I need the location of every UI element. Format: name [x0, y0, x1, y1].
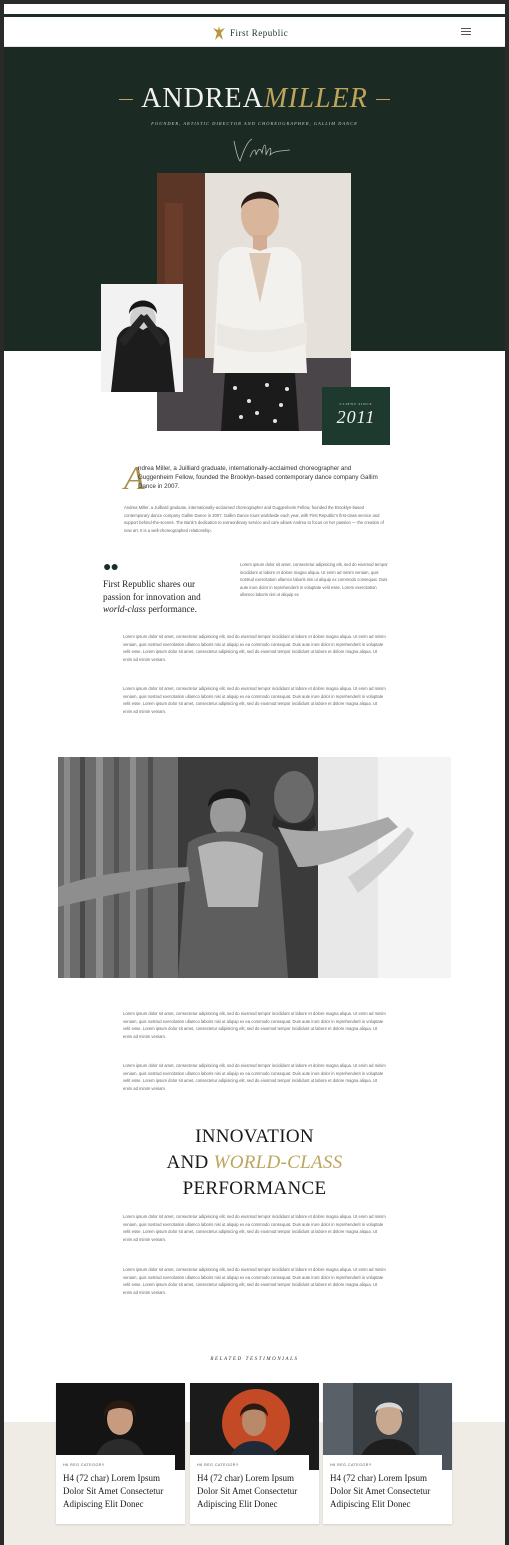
testimonial-card[interactable] [190, 1383, 319, 1524]
testimonial-card-body [323, 1455, 442, 1524]
related-testimonials-label: RELATED TESTIMONIALS [210, 1357, 299, 1362]
title-rule-left [119, 99, 133, 100]
pull-quote-emphasis: world-class [103, 604, 146, 614]
brand-name: First Republic [230, 28, 289, 38]
body-paragraph: Lorem ipsum dolor sit amet, consectetur adipisicing elit, sed do eiusmod tempor incididunt ut labore et dolore magna aliqua. Ut enim ad minim veniam, quis nostrud exercitation ullamco laboris nisi ut aliquip ex ea commodo consequat. Duis aute irure dolor in reprehenderit in voluptate velit esse. Lorem ipsum dolor sit amet, consectetur adipisicing elit, sed do eiusmod tempor incididunt ut labore et dolore magna aliqua. Ut enim ad minim veniam. [123, 1214, 386, 1242]
body-paragraph: Lorem ipsum dolor sit amet, consectetur adipisicing elit, sed do eiusmod tempor incididunt ut labore et dolore magna aliqua. Ut enim ad minim veniam, quis nostrud exercitation ullamco laboris nisi ut aliquip ex ea commodo consequat. Duis aute irure dolor in reprehenderit in voluptate velit esse. Lorem ipsum dolor sit amet, consectetur adipisicing elit, sed do eiusmod tempor incididunt ut labore et dolore magna aliqua. Ut enim ad minim veniam. [123, 686, 386, 714]
body-paragraph: Lorem ipsum dolor sit amet, consectetur adipisicing elit, sed do eiusmod tempor incididunt ut labore et dolore magna aliqua. Ut enim ad minim veniam, quis nostrud exercitation ullamco laboris nisi ut aliquip ex ea commodo consequat. Duis aute irure dolor in reprehenderit in voluptate velit esse. Lorem ipsum dolor sit amet, consectetur adipisicing elit, sed do eiusmod tempor incididunt ut labore et dolore magna aliqua. Ut enim ad minim veniam. [123, 1011, 386, 1039]
title-rule-right [376, 99, 390, 100]
feature-heading-line1: INNOVATION [195, 1126, 314, 1147]
drop-cap: A [124, 460, 145, 497]
testimonial-card-title[interactable]: H4 (72 char) Lorem Ipsum Dolor Sit Amet Consectetur Adipiscing Elit Donec [197, 1473, 298, 1509]
hero-first-name: ANDREA [141, 83, 264, 114]
body-paragraph: Lorem ipsum dolor sit amet, consectetur adipisicing elit, sed do eiusmod tempor incididunt ut labore et dolore magna aliqua. Ut enim ad minim veniam, quis nostrud exercitation ullamco laboris nisi ut aliquip ex ea commodo consequat. Duis aute irure dolor in reprehenderit in voluptate velit esse. Lorem ipsum dolor sit amet, consectetur adipisicing elit, sed do eiusmod tempor incididunt ut labore et dolore magna aliqua. Ut enim ad minim veniam. [123, 1267, 386, 1295]
feature-heading [4, 1124, 505, 1202]
site-header [4, 17, 505, 47]
dance-photo [58, 757, 451, 978]
intro-lead-paragraph: ndrea Miller, a Juilliard graduate, internationally-acclaimed choreographer and Guggenheim Fellow, founded the Brooklyn-based contemporary dance company Gallim Dance in 2007. [138, 465, 378, 490]
hero-section [4, 47, 505, 427]
intro-body-paragraph: Andrea Miller, a Juilliard graduate, internationally-acclaimed choreographer and Guggenheim Fellow, founded the Brooklyn-based contemporary dance company Gallim Dance in 2007. Gallim Dance tours worldwide each year, with First Republic’s first-class service and support behind-the-scenes. The Bank’s dedication to extraordinary service and care allows Andrea to focus on her passion — the creation of new art. It is a well-choreographed relationship. [124, 505, 384, 533]
testimonial-card-category: H6 REG CATEGORY [330, 1463, 372, 1467]
quote-marks-icon: ●● [103, 560, 118, 575]
testimonial-card-title[interactable]: H4 (72 char) Lorem Ipsum Dolor Sit Amet Consectetur Adipiscing Elit Donec [63, 1473, 164, 1509]
testimonial-card[interactable] [323, 1383, 452, 1524]
pull-quote-end: performance. [145, 604, 197, 614]
client-since-box [322, 387, 390, 445]
brand-logo[interactable] [212, 24, 288, 42]
page [4, 4, 505, 1545]
client-since-label: CLIENT SINCE [339, 402, 373, 406]
signature-image [230, 133, 294, 165]
pull-quote-text: First Republic shares our passion for innovation and [103, 579, 201, 602]
feature-heading-line2 [4, 1150, 505, 1176]
pull-quote [103, 578, 223, 616]
body-paragraph: Lorem ipsum dolor sit amet, consectetur adipisicing elit, sed do eiusmod tempor incididunt ut labore et dolore magna aliqua. Ut enim ad minim veniam, quis nostrud exercitation ullamco laboris nisi ut aliquip ex ea commodo consequat. Duis aute irure dolor in reprehenderit in voluptate velit esse. Lorem ipsum dolor sit amet, consectetur adipisicing elit, sed do eiusmod tempor incididunt ut labore et dolore magna aliqua. Ut enim ad minim veniam. [123, 1063, 386, 1091]
testimonial-card-body [56, 1455, 175, 1524]
testimonial-card-category: H6 REG CATEGORY [197, 1463, 239, 1467]
hero-last-name: MILLER [263, 83, 368, 114]
feature-heading-and: AND [166, 1152, 214, 1173]
feature-heading-line3: PERFORMANCE [182, 1178, 327, 1199]
testimonial-card[interactable] [56, 1383, 185, 1524]
hero-title [4, 83, 505, 115]
testimonial-card-body [190, 1455, 309, 1524]
feature-heading-gold: WORLD-CLASS [213, 1152, 343, 1173]
testimonial-card-title[interactable]: H4 (72 char) Lorem Ipsum Dolor Sit Amet Consectetur Adipiscing Elit Donec [330, 1473, 431, 1509]
body-paragraph: Lorem ipsum dolor sit amet, consectetur adipisicing elit, sed do eiusmod tempor incididunt ut labore et dolore magna aliqua. Ut enim ad minim veniam, quis nostrud exercitation ullamco laboris nisi ut aliquip ex ea commodo consequat. Duis aute irure dolor in reprehenderit in voluptate velit esse. Lorem ipsum dolor sit amet, consectetur adipisicing elit, sed do eiusmod tempor incididunt ut labore et dolore magna aliqua. Ut enim ad minim veniam. [123, 634, 386, 662]
eagle-icon [212, 25, 226, 41]
hero-subtitle: FOUNDER, ARTISTIC DIRECTOR AND CHOREOGRAPHER, GALLIM DANCE [151, 121, 358, 126]
client-since-year: 2011 [336, 407, 376, 427]
quote-side-paragraph: Lorem ipsum dolor sit amet, consectetur adipisicing elit, sed do eiusmod tempor incididunt ut labore et dolore magna aliqua. Ut enim ad minim veniam, quis nostrud exercitation ullamco laboris nisi ut aliquip ex commodo consequat. Duis aute irure dolor in reprehenderit in voluptate velit esse. Lorem exercitation ullamco laboris nisi ut aliquip ex [240, 562, 388, 598]
secondary-portrait-photo [101, 284, 183, 392]
hamburger-menu-icon[interactable] [461, 28, 471, 36]
testimonial-card-category: H6 REG CATEGORY [63, 1463, 105, 1467]
